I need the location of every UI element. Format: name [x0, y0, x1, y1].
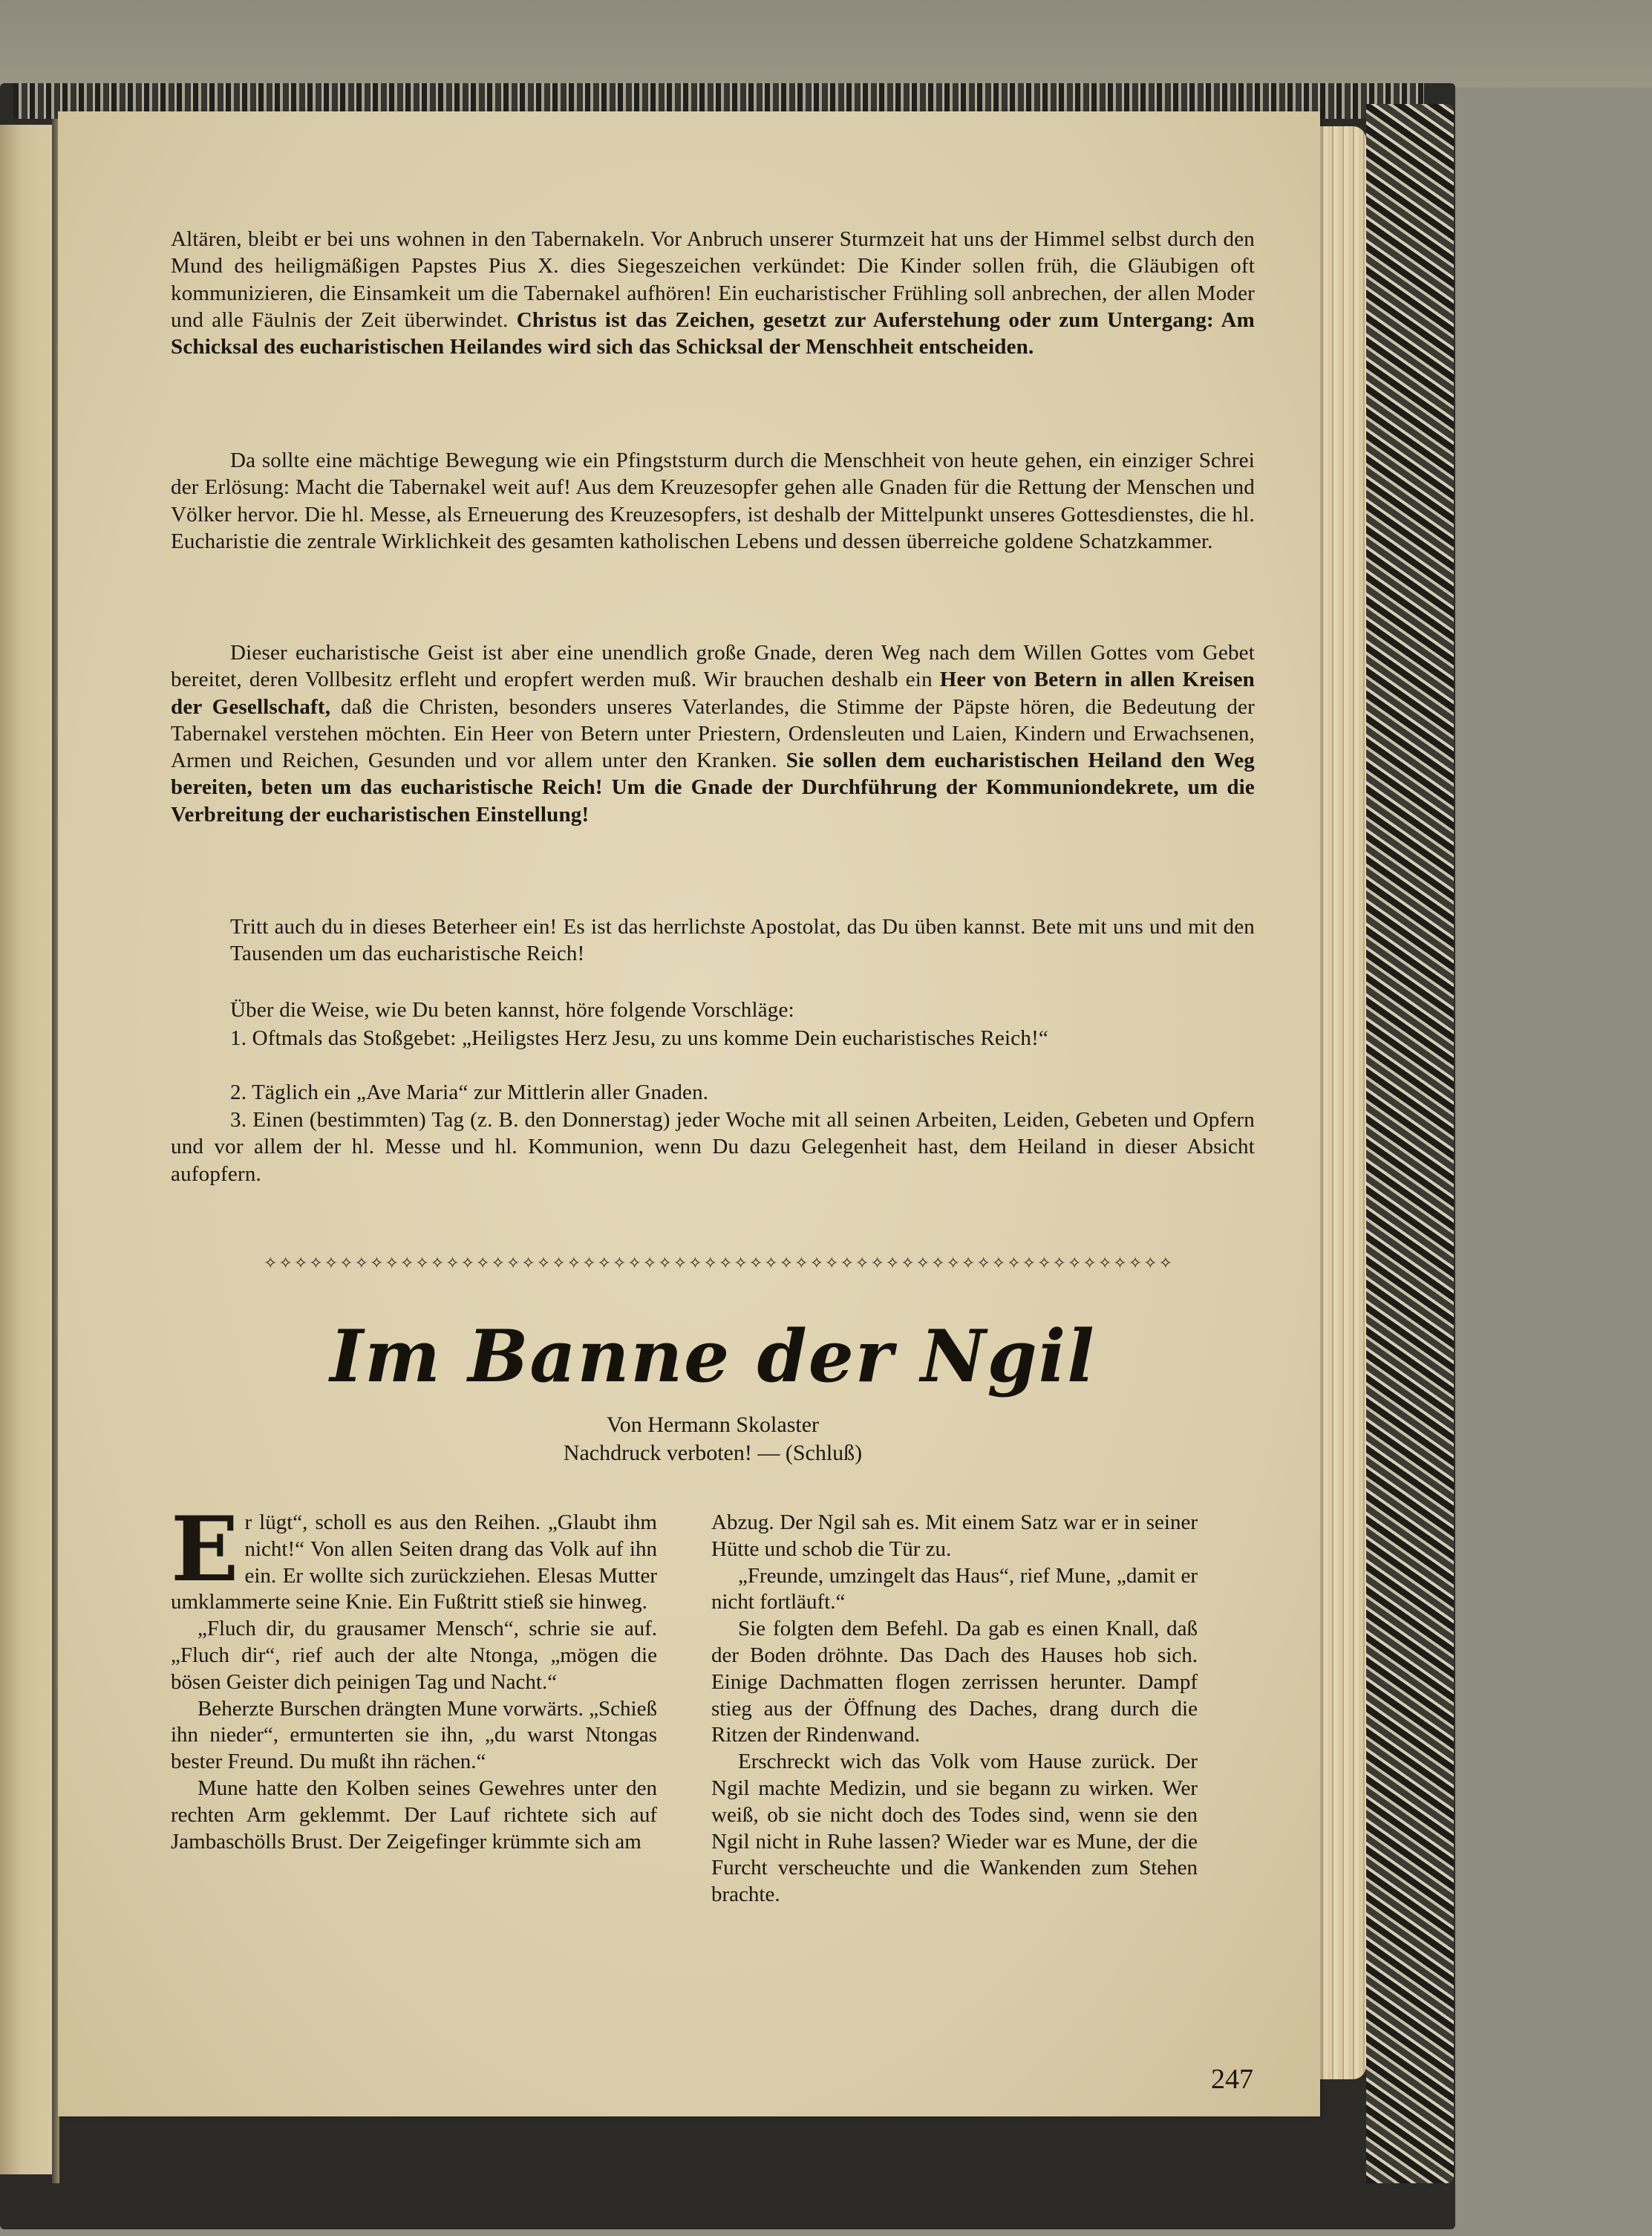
story-column-left	[171, 1497, 657, 1855]
story-column-right	[711, 1510, 1198, 1909]
drop-cap: E	[171, 1497, 239, 1602]
paragraph-3-emphasis-b: Sie sollen dem eucharistischen Heiland den Weg bereiten, beten um das eucharistische Reich! Um die Gnade der Durchführung der Kommuniondekrete, um die Verbreitung der eucharistischen Einstellung!	[171, 749, 1255, 827]
story-paragraph: Mune hatte den Kolben seines Gewehres unter den rechten Arm geklemmt. Der Lauf richtete sich auf Jambaschölls Brust. Der Zeigefinger krümmte sich am	[171, 1776, 657, 1854]
left-page-edge	[0, 125, 53, 2174]
paragraph-3	[171, 639, 1255, 828]
paragraph-1	[171, 226, 1255, 360]
story-title: Im Banne der Ngil	[330, 1314, 1096, 1398]
story-paragraph: Sie folgten dem Befehl. Da gab es einen Knall, daß der Boden dröhnte. Das Dach des Hauses hob sich. Einige Dachmatten flogen zerrissen herunter. Dampf stieg aus der Öffnung des Daches, drang durch die Ritzen der Rindenwand.	[711, 1617, 1198, 1747]
list-item-2: 2. Täglich ein „Ave Maria“ zur Mittlerin aller Gnaden.	[230, 1080, 709, 1104]
book-page	[58, 111, 1320, 2116]
paragraph-3-text-a: Dieser eucharistische Geist ist aber eine unendlich große Gnade, deren Weg nach dem Willen Gottes vom Gebet bereitet, deren Vollbesitz erfleht und eropfert werden muß. Wir brauchen deshalb ein	[171, 641, 1255, 692]
paragraph-3-text-b: daß die Christen, besonders unseres Vaterlandes, die Stimme der Päpste hören, die Bedeutung der Tabernakel verstehen möchten. Ein Heer von Betern unter Priestern, Ordensleuten und Laien, Kindern und Erwachsenen, Armen und Reichen, Gesunden und vor allem unter den Kranken.	[171, 694, 1255, 773]
story-text: r lügt“, scholl es aus den Reihen. „Glaubt ihm nicht!“ Von allen Seiten drang das Volk auf ihn ein. Er wollte sich zurückziehen. Elesas Mutter umklammerte seine Knie. Ein Fußtritt stieß sie hinweg.	[171, 1510, 657, 1614]
paragraph-5: Über die Weise, wie Du beten kannst, höre folgende Vorschläge:	[230, 998, 794, 1022]
marbled-cover-edge	[1366, 104, 1454, 2183]
story-note: Nachdruck verboten! — (Schluß)	[563, 1441, 863, 1465]
story-paragraph: Abzug. Der Ngil sah es. Mit einem Satz war er in seiner Hütte und schob die Tür zu.	[711, 1510, 1198, 1561]
paragraph-2: Da sollte eine mächtige Bewegung wie ein Pfingststurm durch die Menschheit von heute gehen, ein einziger Schrei der Erlösung: Macht die Tabernakel weit auf! Aus dem Kreuzesopfer gehen alle Gnaden für die Rettung der Menschen und Völker hervor. Die hl. Messe, als Erneuerung des Kreuzesopfers, ist deshalb der Mittelpunkt unseres Gottesdienstes, die hl. Eucharistie die zentrale Wirklichkeit des gesamten katholischen Lebens und dessen überreiche goldene Schatzkammer.	[171, 449, 1255, 553]
story-paragraph: Beherzte Burschen drängten Mune vorwärts. „Schieß ihn nieder“, ermunterten sie ihn, „du warst Ntongas bester Freund. Du mußt ihn rächen.“	[171, 1696, 657, 1774]
paragraph-3-emphasis-a: Heer von Betern in allen Kreisen der Gesellschaft,	[171, 668, 1256, 719]
scan-background	[0, 0, 1652, 88]
paragraph-4: Tritt auch du in dieses Beterheer ein! Es ist das herrlichste Apostolat, das Du üben kannst. Bete mit uns und mit den Tausenden um das eucharistische Reich!	[230, 915, 1255, 966]
page-number: 247	[1211, 2064, 1253, 2095]
ornamental-divider: ✧✧✧✧✧✧✧✧✧✧✧✧✧✧✧✧✧✧✧✧✧✧✧✧✧✧✧✧✧✧✧✧✧✧✧✧✧✧✧✧✧✧✧✧✧✧✧✧✧✧✧✧✧✧✧✧✧✧✧✧	[263, 1255, 1174, 1271]
paragraph-1-text: Altären, bleibt er bei uns wohnen in den Tabernakeln. Vor Anbruch unserer Sturmzeit hat uns der Himmel selbst durch den Mund des heiligmäßigen Papstes Pius X. dies Siegeszeichen verkündet: Die Kinder sollen früh, die Gläubigen oft kommunizieren, die Einsamkeit um die Tabernakel aufhören! Ein eucharistischer Frühling soll anbrechen, der allen Moder und alle Fäulnis der Zeit überwindet.	[171, 227, 1255, 332]
story-paragraph	[171, 1497, 657, 1616]
list-item-3: 3. Einen (bestimmten) Tag (z. B. den Donnerstag) jeder Woche mit all seinen Arbeiten, Leiden, Gebeten und Opfern und vor allem der hl. Messe und hl. Kommunion, wenn Du dazu Gelegenheit hast, dem Heiland in dieser Absicht aufopfern.	[171, 1108, 1255, 1186]
story-paragraph: „Freunde, umzingelt das Haus“, rief Mune, „damit er nicht fortläuft.“	[711, 1563, 1198, 1614]
story-paragraph: Erschreckt wich das Volk vom Hause zurück. Der Ngil machte Medizin, und sie begann zu wirken. Wer weiß, ob sie nicht doch des Todes sind, wenn sie den Ngil nicht in Ruhe lassen? Wieder war es Mune, der die Furcht verscheuchte und die Wankenden zum Stehen brachte.	[711, 1750, 1198, 1907]
story-byline: Von Hermann Skolaster	[606, 1412, 820, 1437]
list-item-1: 1. Oftmals das Stoßgebet: „Heiligstes Herz Jesu, zu uns komme Dein eucharistisches Reich!“	[230, 1026, 1049, 1050]
paragraph-1-emphasis: Christus ist das Zeichen, gesetzt zur Auferstehung oder zum Untergang: Am Schicksal des eucharistischen Heilandes wird sich das Schicksal der Menschheit entscheiden.	[171, 307, 1256, 359]
story-paragraph: „Fluch dir, du grausamer Mensch“, schrie sie auf. „Fluch dir“, rief auch der alte Ntonga, „mögen die bösen Geister dich peinigen Tag und Nacht.“	[171, 1617, 657, 1694]
